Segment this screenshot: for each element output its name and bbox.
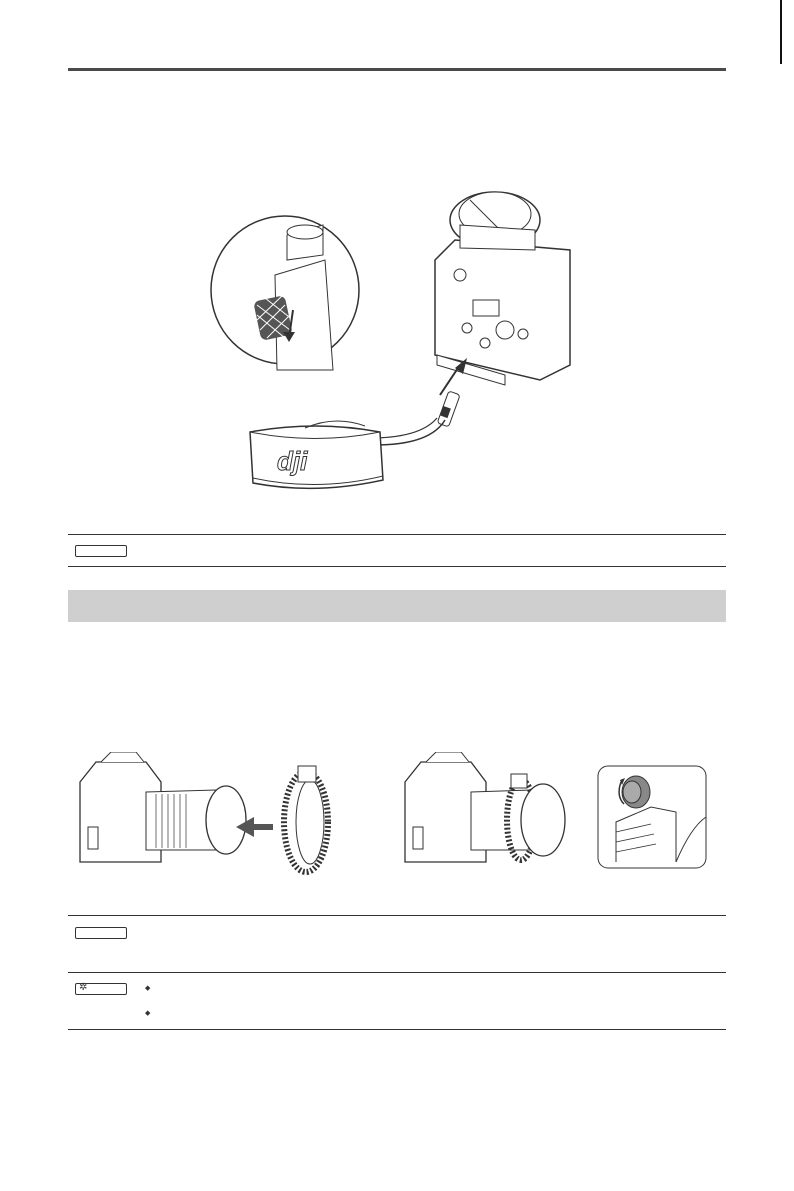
svg-text:dji: dji bbox=[277, 446, 308, 476]
strap-attachment-figure bbox=[205, 180, 585, 500]
zoom-callout-circle bbox=[211, 216, 359, 370]
note-row-1-bottom bbox=[68, 566, 726, 567]
bullet-marker: ◆ bbox=[145, 1010, 151, 1017]
note-icon bbox=[75, 927, 127, 939]
camera-with-ring-installed bbox=[405, 752, 565, 862]
light-bulb-glyph: ✲ bbox=[79, 982, 88, 993]
note-icon bbox=[75, 545, 127, 557]
focus-ring-install-figure bbox=[76, 752, 716, 882]
tips-row bbox=[68, 972, 726, 1030]
section-heading-bar bbox=[68, 590, 726, 622]
focus-gear-ring bbox=[284, 766, 328, 872]
page-edge-marker bbox=[780, 0, 782, 64]
bullet-marker: ◆ bbox=[145, 985, 151, 992]
focus-motor-device bbox=[435, 192, 570, 385]
note-row-2 bbox=[68, 915, 726, 972]
camera-with-lens-left bbox=[80, 752, 246, 862]
header-rule bbox=[68, 68, 726, 71]
note-row-1 bbox=[68, 534, 726, 567]
light-bulb-icon bbox=[75, 983, 127, 995]
wrist-strap bbox=[250, 418, 445, 488]
tighten-knob-inset bbox=[598, 766, 706, 868]
